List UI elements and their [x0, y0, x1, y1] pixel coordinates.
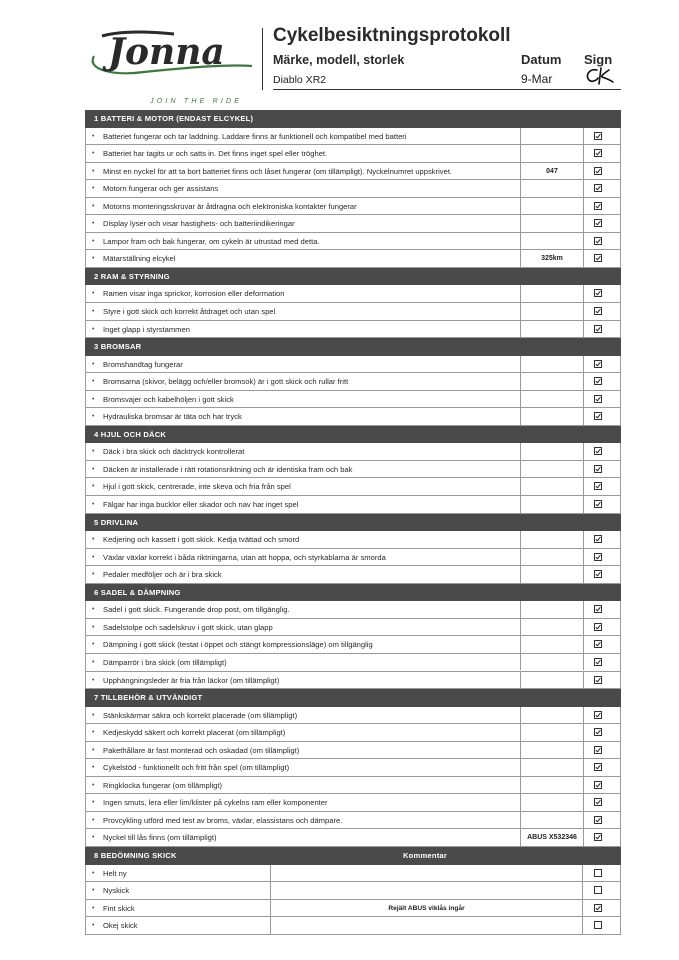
- checkbox[interactable]: [594, 254, 602, 262]
- checkbox[interactable]: [594, 132, 602, 140]
- checklist-item-label: Fälgar har inga bucklor eller skador och nav har inget spel: [103, 500, 299, 510]
- section-header: 5 DRIVLINA: [85, 514, 621, 532]
- checkbox[interactable]: [594, 377, 602, 385]
- checkbox[interactable]: [594, 149, 602, 157]
- checkmark-icon: [595, 624, 601, 630]
- checklist-item-value[interactable]: [520, 356, 584, 373]
- check-cell: [580, 233, 620, 250]
- checklist-item-value[interactable]: [520, 619, 584, 636]
- bullet-icon: •: [92, 237, 95, 245]
- checkbox[interactable]: [594, 869, 602, 877]
- check-cell: [580, 829, 620, 846]
- bullet-icon: •: [92, 325, 95, 333]
- checklist-row: [85, 461, 621, 479]
- assessment-comment[interactable]: [271, 917, 583, 934]
- check-cell: [580, 478, 620, 495]
- checkbox[interactable]: [594, 184, 602, 192]
- check-cell: [580, 724, 620, 741]
- checkmark-icon: [595, 203, 601, 209]
- checklist-row: [85, 180, 621, 198]
- checklist-row: [85, 549, 621, 567]
- checklist-item-value[interactable]: [520, 373, 584, 390]
- check-cell: [580, 707, 620, 724]
- checkmark-icon: [595, 817, 601, 823]
- checklist-row: [85, 496, 621, 514]
- bullet-icon: •: [92, 308, 95, 316]
- checklist-row: [85, 531, 621, 549]
- checklist-item-label: Växlar växlar korrekt i båda riktningarna, utan att hoppa, och styrkablarna är smorda: [103, 552, 386, 562]
- checkmark-icon: [595, 641, 601, 647]
- checkbox[interactable]: [594, 237, 602, 245]
- checklist-row: [85, 215, 621, 233]
- checkmark-icon: [595, 448, 601, 454]
- check-cell: [580, 531, 620, 548]
- check-cell: [580, 759, 620, 776]
- checklist-row: [85, 285, 621, 303]
- inspection-table: [85, 110, 621, 935]
- checkmark-icon: [595, 483, 601, 489]
- checklist-item-label: Kedjeskydd säkert och korrekt placerat (om tillämpligt): [103, 728, 286, 738]
- checkmark-icon: [595, 501, 601, 507]
- checklist-item-label: Hjul i gott skick, centrerade, inte skeva och fria från spel: [103, 482, 291, 492]
- checklist-row: [85, 128, 621, 146]
- checklist-item-value[interactable]: [520, 654, 584, 671]
- checklist-row: [85, 636, 621, 654]
- logo-tagline: JOIN THE RIDE: [150, 98, 243, 105]
- checklist-item-label: Cykelstöd - funktionellt och fritt från spel (om tillämpligt): [103, 763, 290, 773]
- checkbox[interactable]: [594, 676, 602, 684]
- check-cell: [580, 408, 620, 425]
- checkbox[interactable]: [594, 623, 602, 631]
- checklist-row: [85, 478, 621, 496]
- checklist-row: [85, 233, 621, 251]
- checklist-item-value[interactable]: [520, 303, 584, 320]
- checklist-item-value[interactable]: [520, 672, 584, 689]
- check-cell: [580, 496, 620, 513]
- check-cell: [580, 742, 620, 759]
- date-value: 9-Mar: [521, 72, 553, 86]
- header-underline: [273, 89, 621, 90]
- bullet-icon: •: [92, 799, 95, 807]
- checkbox[interactable]: [594, 219, 602, 227]
- assessment-label: Fint skick: [103, 903, 135, 913]
- checkmark-icon: [595, 396, 601, 402]
- section-header-assessment: [85, 847, 621, 865]
- checklist-row: [85, 812, 621, 830]
- bullet-icon: •: [92, 623, 95, 631]
- check-cell: [580, 250, 620, 267]
- checklist-item-value[interactable]: [520, 549, 584, 566]
- checkbox[interactable]: [594, 553, 602, 561]
- checkmark-icon: [595, 308, 601, 314]
- checklist-item-label: Inget glapp i styrstammen: [103, 324, 190, 334]
- assessment-label: Nyskick: [103, 886, 130, 896]
- checklist-item-label: Pakethållare är fast monterad och oskadad (om tillämpligt): [103, 745, 300, 755]
- checkmark-icon: [595, 255, 601, 261]
- checklist-item-value[interactable]: [520, 759, 584, 776]
- signature: [583, 64, 617, 88]
- checklist-item-label: Bromsvajer och kabelhöljen i gott skick: [103, 394, 234, 404]
- checkmark-icon: [595, 133, 601, 139]
- checklist-row: [85, 250, 621, 268]
- header-divider: [262, 28, 263, 90]
- bullet-icon: •: [92, 571, 95, 579]
- checkbox[interactable]: [594, 395, 602, 403]
- checkbox[interactable]: [594, 167, 602, 175]
- section-header: 6 SADEL & DÄMPNING: [85, 584, 621, 602]
- checklist-item-value[interactable]: [520, 777, 584, 794]
- checklist-row: [85, 829, 621, 847]
- checkmark-icon: [595, 238, 601, 244]
- check-cell: [580, 145, 620, 162]
- checklist-item-value[interactable]: [520, 742, 584, 759]
- bullet-icon: •: [92, 483, 95, 491]
- document-title: Cykelbesiktningsprotokoll: [273, 25, 511, 46]
- checklist-item-label: Ramen visar inga sprickor, korrosion eller deformation: [103, 289, 285, 299]
- checklist-item-label: Sadelstolpe och sadelskruv i gott skick, utan glapp: [103, 622, 273, 632]
- bullet-icon: •: [92, 658, 95, 666]
- bullet-icon: •: [92, 729, 95, 737]
- checklist-item-label: Dämpning i gott skick (testat i öppet och stängt kompressionsläge) om tillgänglig: [103, 640, 373, 650]
- checkmark-icon: [595, 413, 601, 419]
- bullet-icon: •: [92, 290, 95, 298]
- checkmark-icon: [595, 185, 601, 191]
- checklist-row: [85, 777, 621, 795]
- checkmark-icon: [595, 168, 601, 174]
- checklist-item-value[interactable]: [520, 707, 584, 724]
- bullet-icon: •: [92, 781, 95, 789]
- bullet-icon: •: [92, 150, 95, 158]
- bullet-icon: •: [92, 220, 95, 228]
- checkmark-icon: [595, 361, 601, 367]
- brand-model-label: Märke, modell, storlek: [273, 53, 405, 67]
- checkbox[interactable]: [594, 746, 602, 754]
- bullet-icon: •: [92, 553, 95, 561]
- bullet-icon: •: [92, 501, 95, 509]
- checkmark-icon: [595, 220, 601, 226]
- assessment-label: Helt ny: [103, 868, 127, 878]
- check-cell: [580, 865, 620, 882]
- bullet-icon: •: [92, 904, 95, 912]
- check-cell: [580, 654, 620, 671]
- bullet-icon: •: [92, 711, 95, 719]
- checkmark-icon: [595, 606, 601, 612]
- check-cell: [580, 128, 620, 145]
- bullet-icon: •: [92, 202, 95, 210]
- check-cell: [580, 777, 620, 794]
- assessment-comment[interactable]: Rejält ABUS viklås ingår: [271, 900, 583, 917]
- bullet-icon: •: [92, 413, 95, 421]
- checkbox[interactable]: [594, 500, 602, 508]
- checkmark-icon: [595, 677, 601, 683]
- check-cell: [580, 443, 620, 460]
- checklist-row: [85, 566, 621, 584]
- check-cell: [580, 198, 620, 215]
- checklist-item-label: Batteriet har tagits ur och satts in. Det finns inget spel eller tröghet.: [103, 149, 328, 159]
- checklist-row: [85, 601, 621, 619]
- bullet-icon: •: [92, 922, 95, 930]
- checklist-item-value[interactable]: [520, 198, 584, 215]
- bullet-icon: •: [92, 746, 95, 754]
- checklist-item-label: Bromshandtag fungerar: [103, 359, 183, 369]
- assessment-label: Okej skick: [103, 921, 138, 931]
- assessment-row: [85, 917, 621, 935]
- comment-column-header: Kommentar: [403, 850, 447, 860]
- checklist-item-label: Hydrauliska bromsar är täta och har tryck: [103, 412, 242, 422]
- check-cell: [580, 549, 620, 566]
- checkbox[interactable]: [594, 447, 602, 455]
- assessment-row: [85, 865, 621, 883]
- checkmark-icon: [595, 747, 601, 753]
- checkbox[interactable]: [594, 570, 602, 578]
- checklist-item-value[interactable]: [520, 461, 584, 478]
- assessment-comment[interactable]: [271, 882, 583, 899]
- check-cell: [580, 356, 620, 373]
- checklist-item-value[interactable]: [520, 180, 584, 197]
- checkbox[interactable]: [594, 325, 602, 333]
- bullet-icon: •: [92, 536, 95, 544]
- checkbox[interactable]: [594, 816, 602, 824]
- date-label: Datum: [521, 52, 562, 67]
- checklist-item-value[interactable]: [520, 794, 584, 811]
- check-cell: [580, 636, 620, 653]
- sign-label: Sign: [584, 52, 613, 67]
- check-cell: [580, 812, 620, 829]
- checkbox[interactable]: [594, 482, 602, 490]
- checklist-item-label: Motorns monteringsskruvar är åtdragna och elektroniska kontakter fungerar: [103, 201, 357, 211]
- section-header: 3 BROMSAR: [85, 338, 621, 356]
- checklist-item-label: Display lyser och visar hastighets- och batteriindikeringar: [103, 219, 295, 229]
- checkmark-icon: [595, 729, 601, 735]
- checklist-item-value[interactable]: [520, 812, 584, 829]
- checkmark-icon: [595, 712, 601, 718]
- checkmark-icon: [595, 554, 601, 560]
- check-cell: [580, 601, 620, 618]
- checklist-item-value[interactable]: [520, 601, 584, 618]
- checkbox[interactable]: [594, 202, 602, 210]
- logo-wordmark: [84, 26, 254, 76]
- checklist-row: [85, 198, 621, 216]
- assessment-row: [85, 882, 621, 900]
- checklist-item-value[interactable]: [520, 566, 584, 583]
- checklist-row: [85, 321, 621, 339]
- checkbox[interactable]: [594, 711, 602, 719]
- checklist-item-value[interactable]: [520, 531, 584, 548]
- checklist-item-value[interactable]: [520, 478, 584, 495]
- checklist-item-value[interactable]: [520, 443, 584, 460]
- section-header: 7 TILLBEHÖR & UTVÄNDIGT: [85, 689, 621, 707]
- checklist-item-label: Styre i gott skick och korrekt åtdraget och utan spel: [103, 307, 276, 317]
- checklist-row: [85, 443, 621, 461]
- checkmark-icon: [595, 799, 601, 805]
- checkbox[interactable]: [594, 886, 602, 894]
- bullet-icon: •: [92, 869, 95, 877]
- bullet-icon: •: [92, 448, 95, 456]
- checklist-row: [85, 356, 621, 374]
- checklist-item-value[interactable]: [520, 724, 584, 741]
- checkbox[interactable]: [594, 798, 602, 806]
- checkbox[interactable]: [594, 289, 602, 297]
- checklist-item-label: Bromsarna (skivor, belägg och/eller bromsok) är i gott skick och rullar fritt: [103, 377, 349, 387]
- checklist-item-label: Ingen smuts, lera eller lim/klister på cykelns ram eller komponenter: [103, 798, 328, 808]
- checklist-row: [85, 619, 621, 637]
- bullet-icon: •: [92, 395, 95, 403]
- checklist-item-label: Nyckel till lås finns (om tillämpligt): [103, 833, 217, 843]
- checklist-item-label: Lampor fram och bak fungerar, om cykeln är utrustad med detta.: [103, 236, 320, 246]
- checkbox[interactable]: [594, 412, 602, 420]
- checkmark-icon: [595, 571, 601, 577]
- checkbox[interactable]: [594, 640, 602, 648]
- checklist-item-label: Mätarställning elcykel: [103, 254, 176, 264]
- checklist-item-label: Däcken är installerade i rätt rotationsriktning och är identiska fram och bak: [103, 464, 353, 474]
- bullet-icon: •: [92, 834, 95, 842]
- checkbox[interactable]: [594, 904, 602, 912]
- check-cell: [580, 163, 620, 180]
- checklist-item-label: Sadel i gott skick. Fungerande drop post, om tillgänglig.: [103, 605, 290, 615]
- checkmark-icon: [595, 659, 601, 665]
- checklist-item-value[interactable]: [520, 215, 584, 232]
- assessment-title: 8 BEDÖMNING SKICK: [94, 850, 177, 860]
- checkbox[interactable]: [594, 728, 602, 736]
- checklist-item-value[interactable]: [520, 285, 584, 302]
- bullet-icon: •: [92, 255, 95, 263]
- checklist-item-label: Minst en nyckel för att ta bort batteriet finns och låset fungerar (om tillämpligt). Nyckelnumret uppskrivet.: [103, 166, 453, 176]
- check-cell: [580, 672, 620, 689]
- checklist-item-value[interactable]: 325km: [520, 250, 584, 267]
- checkmark-icon: [595, 150, 601, 156]
- check-cell: [580, 180, 620, 197]
- bullet-icon: •: [92, 465, 95, 473]
- checkbox[interactable]: [594, 605, 602, 613]
- bullet-icon: •: [92, 132, 95, 140]
- checkmark-icon: [595, 536, 601, 542]
- checkmark-icon: [595, 326, 601, 332]
- bullet-icon: •: [92, 167, 95, 175]
- checkbox[interactable]: [594, 307, 602, 315]
- bullet-icon: •: [92, 360, 95, 368]
- checklist-item-label: Pedaler medföljer och är i bra skick: [103, 570, 222, 580]
- check-cell: [580, 900, 620, 917]
- section-header: 1 BATTERI & MOTOR (ENDAST ELCYKEL): [85, 110, 621, 128]
- checklist-item-value[interactable]: [520, 496, 584, 513]
- checkmark-icon: [595, 290, 601, 296]
- check-cell: [580, 215, 620, 232]
- check-cell: [580, 373, 620, 390]
- checklist-item-value[interactable]: 047: [520, 163, 584, 180]
- checklist-row: [85, 759, 621, 777]
- jonna-logo: [84, 26, 254, 105]
- checklist-row: [85, 672, 621, 690]
- assessment-row: [85, 900, 621, 918]
- check-cell: [580, 321, 620, 338]
- checklist-row: [85, 373, 621, 391]
- checklist-item-label: Batteriet fungerar och tar laddning. Laddare finns är funktionell och kompatibel med batteri: [103, 131, 407, 141]
- checklist-row: [85, 303, 621, 321]
- checkmark-icon: [595, 466, 601, 472]
- checklist-item-label: Kedjering och kassett i gott skick. Kedja tvättad och smord: [103, 535, 300, 545]
- bullet-icon: •: [92, 887, 95, 895]
- checkbox[interactable]: [594, 465, 602, 473]
- check-cell: [580, 619, 620, 636]
- checkbox[interactable]: [594, 921, 602, 929]
- checkbox[interactable]: [594, 763, 602, 771]
- checklist-item-label: Däck i bra skick och däcktryck kontrollerat: [103, 447, 245, 457]
- checklist-item-label: Stänkskärmar säkra och korrekt placerade (om tillämpligt): [103, 710, 298, 720]
- checkbox[interactable]: [594, 360, 602, 368]
- check-cell: [580, 882, 620, 899]
- checklist-item-value[interactable]: [520, 145, 584, 162]
- checklist-row: [85, 654, 621, 672]
- bullet-icon: •: [92, 764, 95, 772]
- check-cell: [580, 303, 620, 320]
- checklist-row: [85, 742, 621, 760]
- assessment-comment[interactable]: [271, 865, 583, 882]
- checklist-item-value[interactable]: [520, 321, 584, 338]
- checklist-item-label: Motorn fungerar och ger assistans: [103, 184, 219, 194]
- checklist-row: [85, 707, 621, 725]
- bullet-icon: •: [92, 816, 95, 824]
- checklist-item-value[interactable]: [520, 128, 584, 145]
- checkmark-icon: [595, 378, 601, 384]
- checkbox[interactable]: [594, 781, 602, 789]
- bullet-icon: •: [92, 606, 95, 614]
- bullet-icon: •: [92, 185, 95, 193]
- checklist-item-value[interactable]: ABUS X532346: [520, 829, 584, 846]
- checklist-item-label: Ringklocka fungerar (om tillämpligt): [103, 780, 223, 790]
- check-cell: [580, 794, 620, 811]
- bullet-icon: •: [92, 641, 95, 649]
- checklist-row: [85, 163, 621, 181]
- checklist-item-value[interactable]: [520, 233, 584, 250]
- checkmark-icon: [595, 782, 601, 788]
- checklist-item-label: Dämparrör i bra skick (om tillämpligt): [103, 657, 227, 667]
- checkbox[interactable]: [594, 833, 602, 841]
- checkmark-icon: [595, 905, 601, 911]
- check-cell: [580, 461, 620, 478]
- brand-model-value: Diablo XR2: [273, 74, 327, 86]
- checklist-row: [85, 408, 621, 426]
- checklist-item-label: Upphängningsleder är fria från läckor (om tillämpligt): [103, 675, 280, 685]
- section-header: 4 HJUL OCH DÄCK: [85, 426, 621, 444]
- checklist-item-label: Provcykling utförd med test av broms, växlar, elassistans och dämpare.: [103, 815, 343, 825]
- check-cell: [580, 285, 620, 302]
- checklist-row: [85, 794, 621, 812]
- check-cell: [580, 391, 620, 408]
- logo-text: Jonna: [108, 31, 225, 73]
- checklist-row: [85, 724, 621, 742]
- checklist-item-value[interactable]: [520, 408, 584, 425]
- checkmark-icon: [595, 834, 601, 840]
- checkbox[interactable]: [594, 658, 602, 666]
- checklist-row: [85, 391, 621, 409]
- bullet-icon: •: [92, 676, 95, 684]
- section-header: 2 RAM & STYRNING: [85, 268, 621, 286]
- checklist-item-value[interactable]: [520, 636, 584, 653]
- bullet-icon: •: [92, 378, 95, 386]
- checklist-row: [85, 145, 621, 163]
- checkbox[interactable]: [594, 535, 602, 543]
- check-cell: [580, 566, 620, 583]
- check-cell: [580, 917, 620, 934]
- checkmark-icon: [595, 764, 601, 770]
- checklist-item-value[interactable]: [520, 391, 584, 408]
